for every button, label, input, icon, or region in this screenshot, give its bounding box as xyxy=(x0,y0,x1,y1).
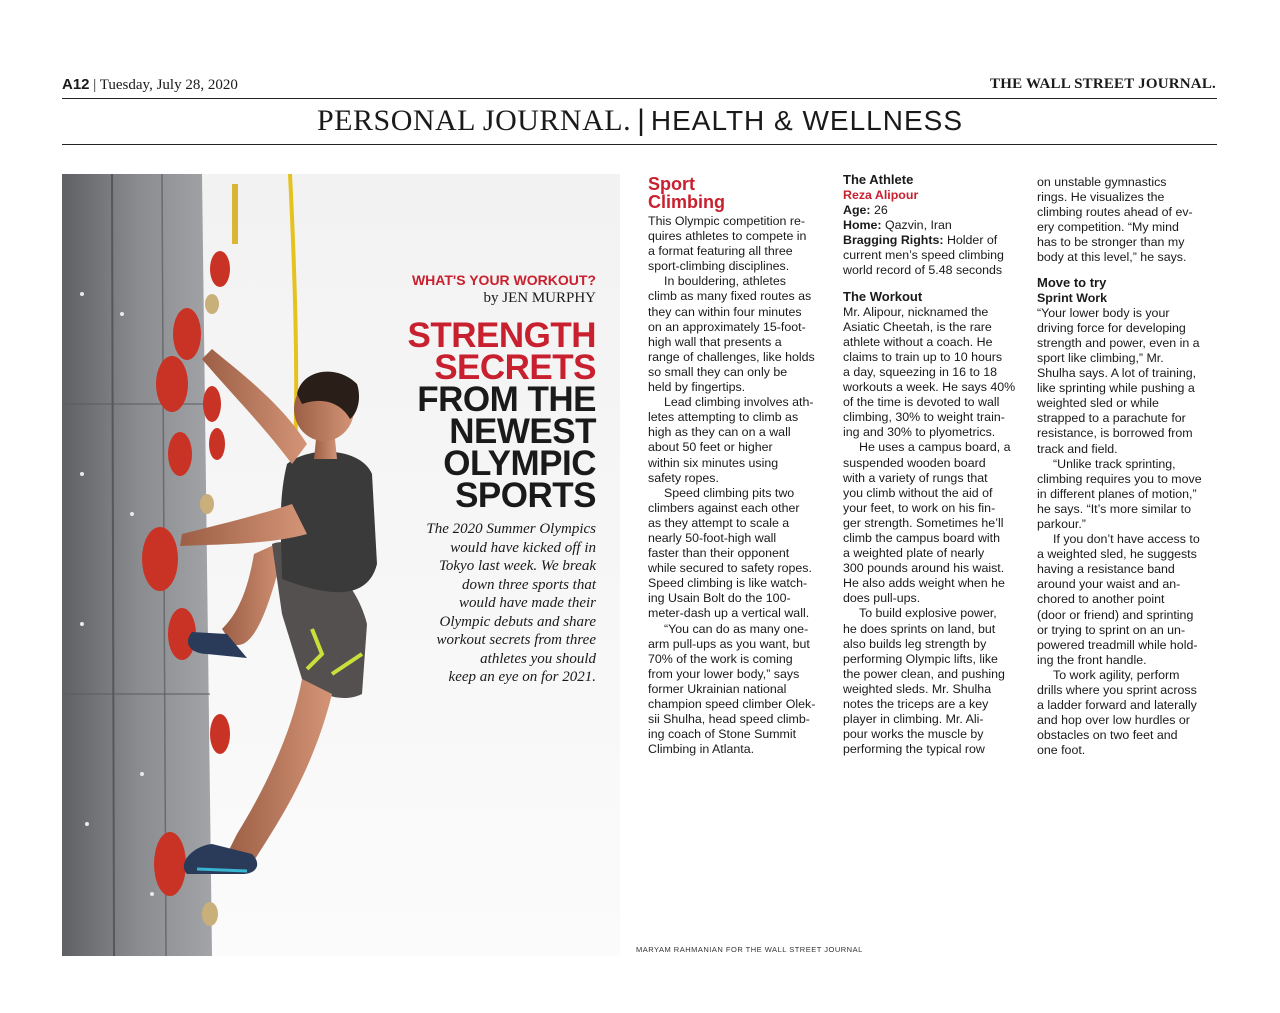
text-line: driving force for developing xyxy=(1037,320,1186,335)
text-line: ing the front handle. xyxy=(1037,652,1147,667)
text-line: climb the campus board with xyxy=(843,530,1001,545)
text-line: range of challenges, like holds xyxy=(648,349,815,364)
text-line: from your lower body,” says xyxy=(648,666,800,681)
text-line: or trying to sprint on an un- xyxy=(1037,622,1186,637)
text-line: He uses a campus board, a xyxy=(859,440,1011,455)
paragraph xyxy=(648,622,828,758)
text-line: you climb without the aid of xyxy=(843,485,993,500)
text-line: Lead climbing involves ath- xyxy=(664,395,814,410)
text-line: a day, squeezing in 16 to 18 xyxy=(843,364,998,379)
athlete-heading: The Athlete xyxy=(843,172,914,187)
text-line: climbing, 30% to weight train- xyxy=(843,410,1005,425)
text-line: a ladder forward and laterally xyxy=(1037,698,1197,713)
text-line: resistance, is borrowed from xyxy=(1037,426,1193,441)
text-line: “Unlike track sprinting, xyxy=(1053,456,1176,471)
text-line: Shulha says. A lot of training, xyxy=(1037,366,1197,381)
deck-line: The 2020 Summer Olympics xyxy=(426,521,596,537)
text-line: climb as many fixed routes as xyxy=(648,289,812,304)
text-line: “Your lower body is your xyxy=(1037,305,1170,320)
text-line: sii Shulha, head speed climb- xyxy=(648,712,810,727)
section-title xyxy=(0,104,1280,138)
athlete-name: Reza Alipour xyxy=(843,188,919,202)
byline: by JEN MURPHY xyxy=(483,290,596,306)
text-line: he says. “It’s more similar to xyxy=(1037,501,1192,516)
paragraph xyxy=(1037,306,1219,457)
deck-line: Olympic debuts and share xyxy=(439,613,596,630)
text-line: Speed climbing pits two xyxy=(664,485,795,500)
page-header-left xyxy=(62,76,238,94)
text-line: of the time is devoted to wall xyxy=(843,395,1000,410)
text-line: ing Usain Bolt do the 100- xyxy=(648,591,791,606)
home-value: Qazvin, Iran xyxy=(881,218,952,233)
text-line: one foot. xyxy=(1037,743,1086,758)
text-line: has to be stronger than my xyxy=(1037,235,1185,250)
text-line: he does sprints on land, but xyxy=(843,621,996,636)
column-move xyxy=(1037,175,1219,758)
kicker: WHAT'S YOUR WORKOUT? xyxy=(411,272,596,288)
athlete-bragging xyxy=(843,233,1025,248)
text-line: strength and power, even in a xyxy=(1037,335,1200,350)
text-line: strapped to a parachute for xyxy=(1037,411,1186,426)
text-line: nearly 50-foot-high wall xyxy=(648,530,777,545)
text-line: arm pull-ups as you want, but xyxy=(648,636,810,651)
bragging-label: Bragging Rights: xyxy=(843,233,944,248)
home-label: Home: xyxy=(843,218,882,233)
text-line: Mr. Alipour, nicknamed the xyxy=(843,304,989,319)
text-line: Climbing in Atlanta. xyxy=(648,742,755,757)
sport-title-line: Climbing xyxy=(648,192,725,212)
column-athlete xyxy=(843,172,1025,757)
bragging-line: Holder of xyxy=(943,233,998,248)
text-line: weighted sleds. Mr. Shulha xyxy=(843,681,992,696)
text-line: former Ukrainian national xyxy=(648,681,787,696)
athlete-age xyxy=(843,203,1025,218)
paragraph xyxy=(648,274,828,395)
text-line: high as they can on a wall xyxy=(648,425,791,440)
deck-line: athletes you should xyxy=(480,650,596,667)
paragraph xyxy=(1037,457,1219,532)
subsection-name: HEALTH & WELLNESS xyxy=(650,105,963,136)
column3-body xyxy=(1037,306,1219,759)
text-line: a format featuring all three xyxy=(648,244,793,259)
paragraph xyxy=(648,214,828,274)
text-line: your feet, to work on his fin- xyxy=(843,500,996,515)
text-line: high wall that presents a xyxy=(648,334,782,349)
page-number: A12 xyxy=(62,76,90,93)
masthead: THE WALL STREET JOURNAL. xyxy=(990,76,1216,92)
athlete-home xyxy=(843,218,1025,233)
text-line: performing Olympic lifts, like xyxy=(843,651,998,666)
text-line: held by fingertips. xyxy=(648,380,746,395)
text-line: ery competition. “My mind xyxy=(1037,220,1179,235)
text-line: obstacles on two feet and xyxy=(1037,728,1178,743)
text-line: He also adds weight when he xyxy=(843,576,1005,591)
text-line: chored to another point xyxy=(1037,592,1165,607)
text-line: sport like climbing,” Mr. xyxy=(1037,350,1164,365)
text-line: also builds leg strength by xyxy=(843,636,987,651)
text-line: player in climbing. Mr. Ali- xyxy=(843,712,984,727)
headline-line: NEWEST xyxy=(449,412,596,451)
text-line: with a variety of rungs that xyxy=(843,470,988,485)
text-line: about 50 feet or higher xyxy=(648,440,773,455)
text-line: 300 pounds around his waist. xyxy=(843,561,1005,576)
column-sport-climbing xyxy=(648,175,828,757)
paragraph xyxy=(843,606,1025,757)
text-line: having a resistance band xyxy=(1037,562,1175,577)
text-line: a weighted sled, he suggests xyxy=(1037,547,1197,562)
text-line: ing coach of Stone Summit xyxy=(648,727,797,742)
text-line: body at this level,” he says. xyxy=(1037,250,1187,265)
text-line: safety ropes. xyxy=(648,470,719,485)
text-line: If you don’t have access to xyxy=(1053,532,1200,547)
headline-line: STRENGTH xyxy=(407,316,596,355)
paragraph xyxy=(1037,532,1219,668)
text-line: (door or friend) and sprinting xyxy=(1037,607,1194,622)
bragging-line: world record of 5.48 seconds xyxy=(843,263,1003,278)
headline-line: SECRETS xyxy=(434,348,596,387)
text-line: weighted sled or while xyxy=(1037,396,1159,411)
workout-heading: The Workout xyxy=(843,288,923,304)
deck-line: workout secrets from three xyxy=(436,632,596,648)
text-line: notes the triceps are a key xyxy=(843,697,989,711)
text-line: as they attempt to scale a xyxy=(648,515,790,530)
text-line: does pull-ups. xyxy=(843,591,921,606)
text-line: climbers against each other xyxy=(648,500,800,515)
paragraph xyxy=(648,395,828,486)
text-line: rings. He visualizes the xyxy=(1037,190,1165,205)
headline-line: OLYMPIC xyxy=(443,444,596,483)
text-line: and hop over low hurdles or xyxy=(1037,713,1190,728)
text-line: like sprinting while pushing a xyxy=(1037,381,1195,396)
text-line: This Olympic competition re- xyxy=(648,214,805,228)
text-line: meter-dash up a vertical wall. xyxy=(648,606,810,621)
text-line: “You can do as many one- xyxy=(664,621,809,636)
deck-line: keep an eye on for 2021. xyxy=(448,669,596,685)
text-line: so small they can only be xyxy=(648,364,788,379)
paragraph xyxy=(648,486,828,622)
deck xyxy=(396,520,596,687)
section-divider: | xyxy=(637,104,645,137)
sport-title-line: Sport xyxy=(648,174,695,194)
text-line: 70% of the work is coming xyxy=(648,651,793,666)
text-line: suspended wooden board xyxy=(843,455,986,470)
issue-date: Tuesday, July 28, 2020 xyxy=(99,77,238,93)
text-line: champion speed climber Olek- xyxy=(648,697,816,711)
text-line: a weighted plate of nearly xyxy=(843,546,985,561)
text-line: pour works the muscle by xyxy=(843,727,984,742)
paragraph xyxy=(1037,668,1219,759)
age-value: 26 xyxy=(870,203,888,218)
move-name: Sprint Work xyxy=(1037,290,1107,305)
text-line: ger strength. Sometimes he’ll xyxy=(843,515,1004,530)
deck-line: would have kicked off in xyxy=(450,539,596,556)
section-rule xyxy=(62,144,1217,145)
text-line: around your waist and an- xyxy=(1037,577,1181,592)
text-line: Asiatic Cheetah, is the rare xyxy=(843,319,992,334)
text-line: while secured to safety ropes. xyxy=(648,561,812,576)
move-heading: Move to try xyxy=(1037,274,1107,290)
text-line: To build explosive power, xyxy=(859,606,997,621)
deck-line: would have made their xyxy=(458,595,596,611)
text-line: track and field. xyxy=(1037,441,1118,456)
text-line: the power clean, and pushing xyxy=(843,666,1005,681)
text-line: faster than their opponent xyxy=(648,546,790,561)
column3-intro xyxy=(1037,175,1219,266)
sport-title xyxy=(648,175,828,211)
paragraph xyxy=(843,305,1025,441)
section-name: PERSONAL JOURNAL. xyxy=(316,104,632,137)
text-line: performing the typical row xyxy=(843,742,985,757)
text-line: claims to train up to 10 hours xyxy=(843,349,1003,364)
text-line: workouts a week. He says 40% xyxy=(843,380,1016,395)
paragraph xyxy=(843,440,1025,606)
deck-line: down three sports that xyxy=(461,576,596,593)
text-line: climbing requires you to move xyxy=(1037,471,1202,486)
text-line: on unstable gymnastics xyxy=(1037,175,1167,189)
bragging-line: current men’s speed climbing xyxy=(843,248,1004,263)
text-line: To work agility, perform xyxy=(1053,667,1180,682)
text-line: Speed climbing is like watch- xyxy=(648,576,808,591)
column2-body xyxy=(843,305,1025,758)
text-line: drills where you sprint across xyxy=(1037,683,1197,697)
deck-line: Tokyo last week. We break xyxy=(438,558,596,574)
headline-line: SPORTS xyxy=(455,476,596,515)
text-line: climbing routes ahead of ev- xyxy=(1037,205,1193,220)
text-line: sport-climbing disciplines. xyxy=(648,259,790,274)
text-line: they can within four minutes xyxy=(648,304,802,319)
header-rule xyxy=(62,98,1217,99)
header-separator: | xyxy=(93,77,100,93)
text-line: within six minutes using xyxy=(648,455,779,470)
text-line: on an approximately 15-foot- xyxy=(648,319,806,334)
age-label: Age: xyxy=(843,203,871,218)
headline xyxy=(380,316,596,515)
text-line: parkour.” xyxy=(1037,516,1086,531)
text-line: quires athletes to compete in xyxy=(648,229,807,244)
text-line: powered treadmill while hold- xyxy=(1037,637,1198,652)
text-line: ing and 30% to plyometrics. xyxy=(843,425,996,440)
text-line: In bouldering, athletes xyxy=(664,274,786,289)
column1-body xyxy=(648,214,828,757)
photo-credit: MARYAM RAHMANIAN FOR THE WALL STREET JOURNAL xyxy=(636,945,863,954)
text-line: athlete without a coach. He xyxy=(843,334,993,349)
headline-line: FROM THE xyxy=(417,380,596,419)
text-line: in different planes of motion,” xyxy=(1037,486,1197,501)
text-line: letes attempting to climb as xyxy=(648,410,799,425)
